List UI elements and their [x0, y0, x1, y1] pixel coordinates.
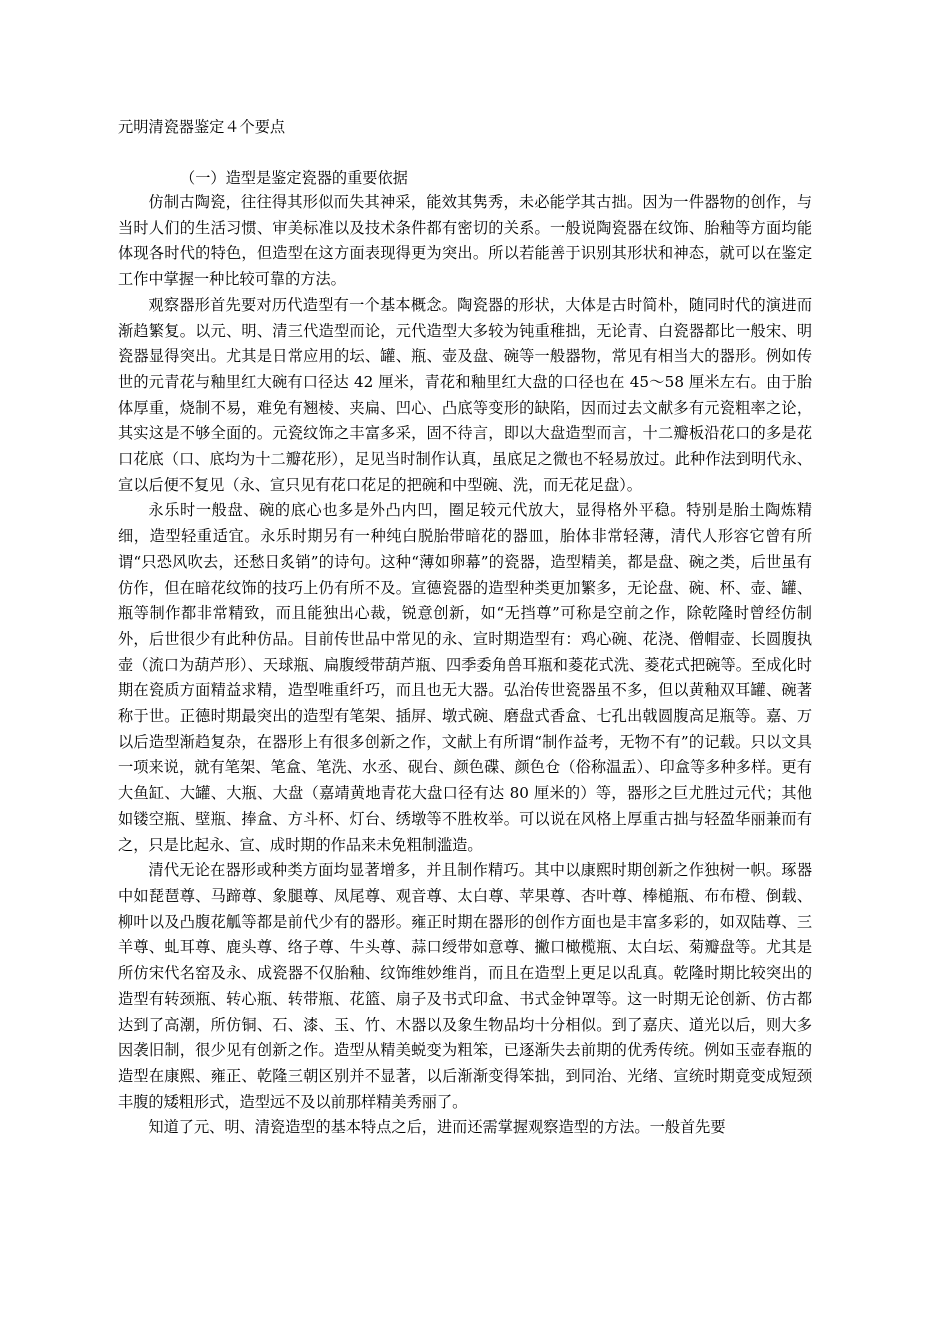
paragraph-1: 仿制古陶瓷，往往得其形似而失其神采，能效其隽秀，未必能学其古拙。因为一件器物的创作，与当时人们的生活习惯、审美标准以及技术条件都有密切的关系。一般说陶瓷器在纹饰、胎釉等方面均能体现各时代的特色，但造型在这方面表现得更为突出。所以若能善于识别其形状和神态，就可以在鉴定工作中掌握一种比较可靠的方法。	[118, 193, 812, 289]
paragraph-2: 观察器形首先要对历代造型有一个基本概念。陶瓷器的形状，大体是古时简朴，随同时代的演进而渐趋繁复。以元、明、清三代造型而论，元代造型大多较为钝重稚拙，无论青、白瓷器都比一般宋、明瓷器显得突出。尤其是日常应用的坛、罐、瓶、壶及盘、碗等一般器物，常见有相当大的器形。例如传世的元青花与釉里红大碗有口径达 42 厘米，青花和釉里红大盘的口径也在 45～58 厘米左右。由于胎体厚重，烧制不易，难免有翘棱、夹扁、凹心、凸底等变形的缺陷，因而过去文献多有元瓷粗率之论，其实这是不够全面的。元瓷纹饰之丰富多采，固不待言，即以大盘造型而言，十二瓣板沿花口的多是花口花底（口、底均为十二瓣花形），足见当时制作认真，虽底足之微也不轻易放过。此种作法到明代永、宣以后便不复见（永、宣只见有花口花足的把碗和中型碗、洗，而无花足盘）。	[118, 295, 812, 494]
section-heading: （一）造型是鉴定瓷器的重要依据	[180, 169, 408, 187]
body-text	[118, 190, 812, 1141]
document-title: 元明清瓷器鉴定４个要点	[118, 118, 286, 136]
paragraph-3: 永乐时一般盘、碗的底心也多是外凸内凹，圈足较元代放大，显得格外平稳。特别是胎土陶炼精细，造型轻重适宜。永乐时期另有一种纯白脱胎带暗花的器皿，胎体非常轻薄，清代人形容它曾有所谓“只恐风吹去，还愁日炙销”的诗句。这种“薄如卵幕”的瓷器，造型精美，都是盘、碗之类，后世虽有仿作，但在暗花纹饰的技巧上仍有所不及。宣德瓷器的造型种类更加繁多，无论盘、碗、杯、壶、罐、瓶等制作都非常精致，而且能独出心裁，锐意创新，如“无挡尊”可称是空前之作，除乾隆时曾经仿制外，后世很少有此种仿品。目前传世品中常见的永、宣时期造型有：鸡心碗、花浇、僧帽壶、长圆腹执壶（流口为葫芦形）、天球瓶、扁腹绶带葫芦瓶、四季委角兽耳瓶和菱花式洗、菱花式把碗等。至成化时期在瓷质方面精益求精，造型唯重纤巧，而且也无大器。弘治传世瓷器虽不多，但以黄釉双耳罐、碗著称于世。正德时期最突出的造型有笔架、插屏、墩式碗、磨盘式香盒、七孔出戟圆腹高足瓶等。嘉、万以后造型渐趋复杂，在器形上有很多创新之作，文献上有所谓“制作益考，无物不有”的记载。只以文具一项来说，就有笔架、笔盒、笔洗、水丞、砚台、颜色碟、颜色仓（俗称温盂）、印盒等多种多样。更有大鱼缸、大罐、大瓶、大盘（嘉靖黄地青花大盘口径有达 80 厘米的）等，器形之巨尤胜过元代；其他如镂空瓶、壁瓶、捧盒、方斗杯、灯台、绣墩等不胜枚举。可以说在风格上厚重古拙与轻盈华丽兼而有之，只是比起永、宣、成时期的作品来未免粗制滥造。	[118, 501, 812, 854]
paragraph-5: 知道了元、明、清瓷造型的基本特点之后，进而还需掌握观察造型的方法。一般首先要	[148, 1118, 726, 1137]
paragraph-4: 清代无论在器形或种类方面均显著增多，并且制作精巧。其中以康熙时期创新之作独树一帜。琢器中如琵琶尊、马蹄尊、象腿尊、凤尾尊、观音尊、太白尊、苹果尊、杏叶尊、棒槌瓶、布布橙、倒载、柳叶以及凸腹花觚等都是前代少有的器形。雍正时期在器形的创作方面也是丰富多彩的，如双陆尊、三羊尊、虬耳尊、鹿头尊、络子尊、牛头尊、蒜口绶带如意尊、撇口橄榄瓶、太白坛、菊瓣盘等。尤其是所仿宋代名窑及永、成瓷器不仅胎釉、纹饰维妙维肖，而且在造型上更足以乱真。乾隆时期比较突出的造型有转颈瓶、转心瓶、转带瓶、花篮、扇子及书式印盒、书式金钟罩等。这一时期无论创新、仿古都达到了高潮，所仿铜、石、漆、玉、竹、木器以及象生物品均十分相似。到了嘉庆、道光以后，则大多因袭旧制，很少见有创新之作。造型从精美蜕变为粗笨，已逐渐失去前期的优秀传统。例如玉壶春瓶的造型在康熙、雍正、乾隆三朝区别并不显著，以后渐渐变得笨拙，到同治、光绪、宣统时期竟变成短颈丰腹的矮粗形式，造型远不及以前那样精美秀丽了。	[118, 861, 812, 1111]
